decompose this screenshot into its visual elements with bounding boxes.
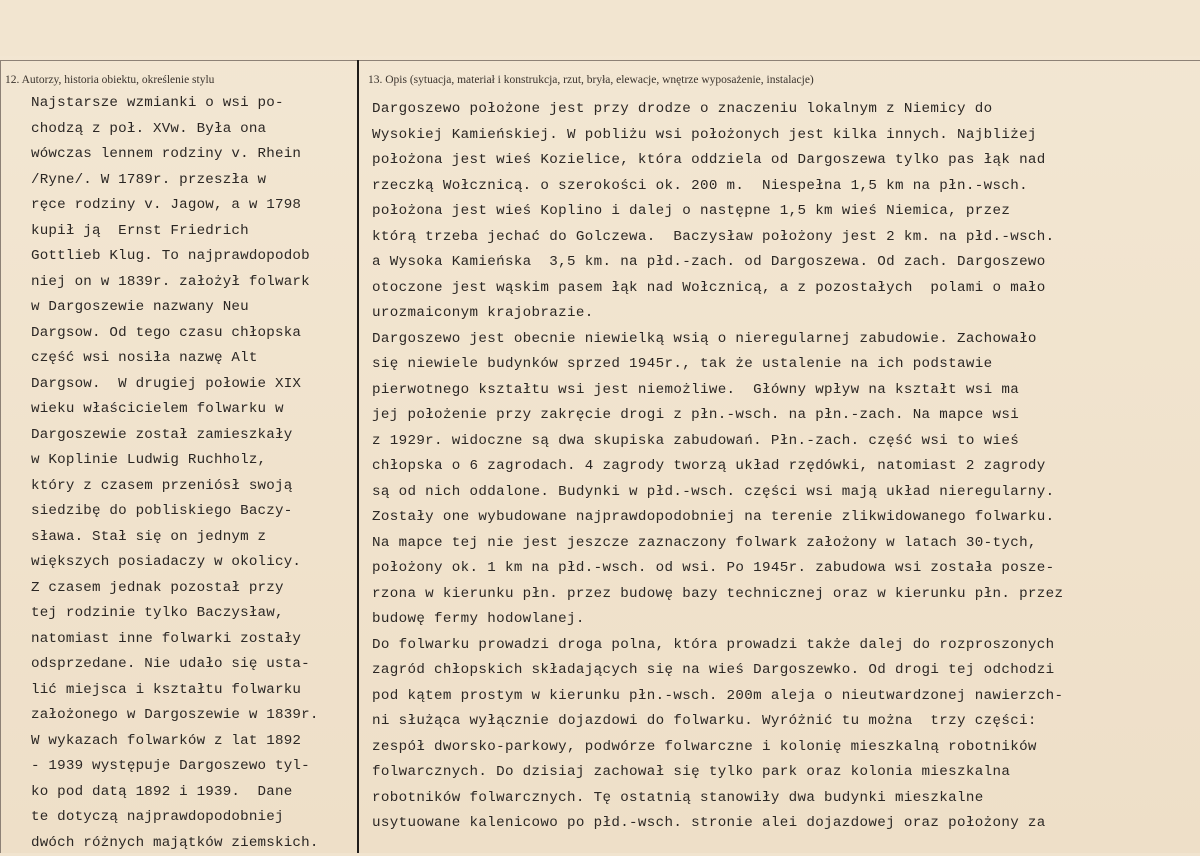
text-line: dwóch różnych majątków ziemskich. [31,831,319,856]
text-line: rzeczką Wołcznicą. o szerokości ok. 200 m. Niespełna 1,5 km na płn.-wsch. [372,174,1063,200]
text-line: Z czasem jednak pozostał przy [31,576,319,602]
text-line: ni służąca wyłącznie dojazdowi do folwarku. Wyróżnić tu można trzy części: [372,709,1063,735]
text-line: Dargsow. Od tego czasu chłopska [31,321,319,347]
text-line: pod kątem prostym w kierunku płn.-wsch. 200m aleja o nieutwardzonej nawierzch- [372,684,1063,710]
text-line: Dargoszewie został zamieszkały [31,423,319,449]
text-line: się niewiele budynków sprzed 1945r., tak że ustalenie na ich podstawie [372,352,1063,378]
section-13-text [372,97,1063,837]
text-line: są od nich oddalone. Budynki w płd.-wsch. części wsi mają układ nieregularny. [372,480,1063,506]
text-line: Wysokiej Kamieńskiej. W pobliżu wsi położonych jest kilka innych. Najbliżej [372,123,1063,149]
card-top-margin [0,0,1200,56]
text-line: otoczone jest wąskim pasem łąk nad Wołcznicą, a z pozostałych polami o mało [372,276,1063,302]
text-line: jej położenie przy zakręcie drogi z płn.-wsch. na płn.-zach. Na mapce wsi [372,403,1063,429]
text-line: rzona w kierunku płn. przez budowę bazy technicznej oraz w kierunku płn. przez [372,582,1063,608]
text-line: te dotyczą najprawdopodobniej [31,805,319,831]
text-line: W wykazach folwarków z lat 1892 [31,729,319,755]
text-line: położona jest wieś Koplino i dalej o następne 1,5 km wieś Niemica, przez [372,199,1063,225]
text-line: ko pod datą 1892 i 1939. Dane [31,780,319,806]
text-line: lić miejsca i kształtu folwarku [31,678,319,704]
text-line: chodzą z poł. XVw. Była ona [31,117,319,143]
column-divider [357,60,359,853]
text-line: w Dargoszewie nazwany Neu [31,295,319,321]
text-line: usytuowane kalenicowo po płd.-wsch. stronie alei dojazdowej oraz położony za [372,811,1063,837]
text-line: folwarcznych. Do dzisiaj zachował się tylko park oraz kolonia mieszkalna [372,760,1063,786]
text-line: część wsi nosiła nazwę Alt [31,346,319,372]
text-line: zagród chłopskich składających się na wieś Dargoszewko. Od drogi tej odchodzi [372,658,1063,684]
left-border [0,60,1,853]
text-line: którą trzeba jechać do Golczewa. Baczysław położony jest 2 km. na płd.-wsch. [372,225,1063,251]
text-line: - 1939 występuje Dargoszewo tyl- [31,754,319,780]
section-12-text [31,91,319,856]
text-line: Dargsow. W drugiej połowie XIX [31,372,319,398]
text-line: Na mapce tej nie jest jeszcze zaznaczony folwark założony w latach 30-tych, [372,531,1063,557]
text-line: Dargoszewo jest obecnie niewielką wsią o nieregularnej zabudowie. Zachowało [372,327,1063,353]
header-rule [0,60,1200,61]
text-line: robotników folwarcznych. Tę ostatnią stanowiły dwa budynki mieszkalne [372,786,1063,812]
text-line: pierwotnego kształtu wsi jest niemożliwe. Główny wpływ na kształt wsi ma [372,378,1063,404]
text-line: z 1929r. widoczne są dwa skupiska zabudowań. Płn.-zach. część wsi to wieś [372,429,1063,455]
text-line: kupił ją Ernst Friedrich [31,219,319,245]
text-line: sława. Stał się on jednym z [31,525,319,551]
text-line: /Ryne/. W 1789r. przeszła w [31,168,319,194]
text-line: budowę fermy hodowlanej. [372,607,1063,633]
text-line: chłopska o 6 zagrodach. 4 zagrody tworzą układ rzędówki, natomiast 2 zagrody [372,454,1063,480]
text-line: odsprzedane. Nie udało się usta- [31,652,319,678]
text-line: Do folwarku prowadzi droga polna, która prowadzi także dalej do rozproszonych [372,633,1063,659]
text-line: Zostały one wybudowane najprawdopodobniej na terenie zlikwidowanego folwarku. [372,505,1063,531]
text-line: który z czasem przeniósł swoją [31,474,319,500]
text-line: Najstarsze wzmianki o wsi po- [31,91,319,117]
text-line: w Koplinie Ludwig Ruchholz, [31,448,319,474]
text-line: siedzibę do pobliskiego Baczy- [31,499,319,525]
text-line: Gottlieb Klug. To najprawdopodob [31,244,319,270]
text-line: natomiast inne folwarki zostały [31,627,319,653]
text-line: a Wysoka Kamieńska 3,5 km. na płd.-zach. od Dargoszewa. Od zach. Dargoszewo [372,250,1063,276]
section-12-heading: 12. Autorzy, historia obiektu, określenie stylu [5,74,214,86]
text-line: Dargoszewo położone jest przy drodze o znaczeniu lokalnym z Niemicy do [372,97,1063,123]
text-line: założonego w Dargoszewie w 1839r. [31,703,319,729]
text-line: położona jest wieś Kozielice, która oddziela od Dargoszewa tylko pas łąk nad [372,148,1063,174]
text-line: wówczas lennem rodziny v. Rhein [31,142,319,168]
text-line: wieku właścicielem folwarku w [31,397,319,423]
text-line: niej on w 1839r. założył folwark [31,270,319,296]
text-line: położony ok. 1 km na płd.-wsch. od wsi. Po 1945r. zabudowa wsi została posze- [372,556,1063,582]
text-line: zespół dworsko-parkowy, podwórze folwarczne i kolonię mieszkalną robotników [372,735,1063,761]
section-13-heading: 13. Opis (sytuacja, materiał i konstrukcja, rzut, bryła, elewacje, wnętrze wyposażenie, instalacje) [368,74,814,86]
text-line: tej rodzinie tylko Baczysław, [31,601,319,627]
text-line: większych posiadaczy w okolicy. [31,550,319,576]
text-line: urozmaiconym krajobrazie. [372,301,1063,327]
text-line: ręce rodziny v. Jagow, a w 1798 [31,193,319,219]
